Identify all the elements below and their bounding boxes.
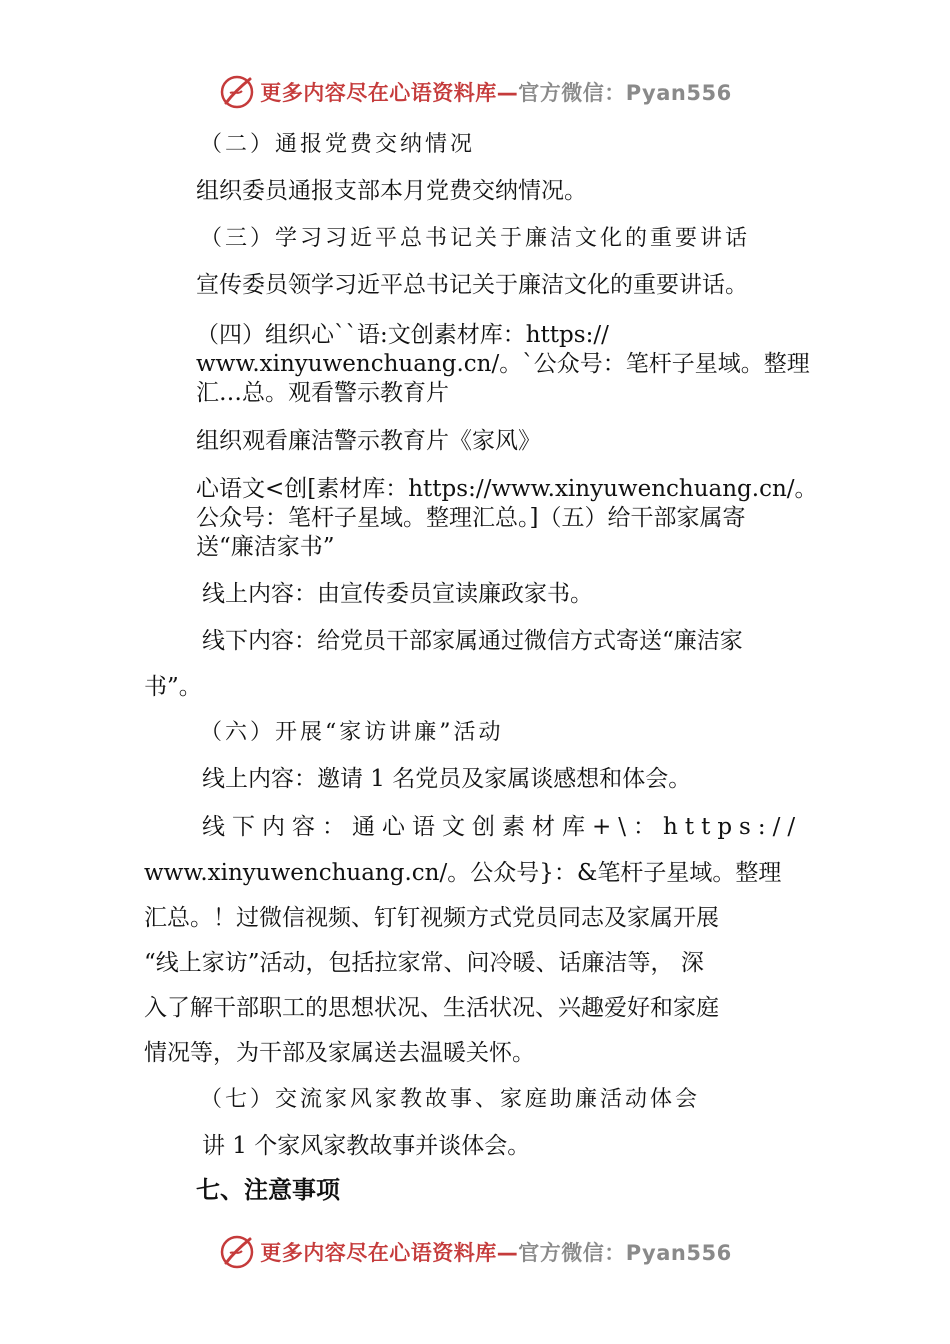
header-banner [0, 70, 950, 114]
paragraph: 宣传委员领学习近平总书记关于廉洁文化的重要讲话。 [196, 272, 748, 298]
paragraph: 情况等，为干部及家属送去温暖关怀。 [144, 1040, 535, 1066]
paragraph: www.xinyuwenchuang.cn/。`公众号：笔杆子星域。整理 [196, 351, 810, 377]
paragraph: （四）组织心``语:文创素材库：https:// [196, 322, 609, 348]
brush-logo-icon [218, 1233, 256, 1271]
paragraph: 讲 1 个家风家教故事并谈体会。 [202, 1133, 531, 1159]
section-heading-6: （六）开展“家访讲廉”活动 [200, 720, 504, 745]
paragraph: 心语文<创[素材库：https://www.xinyuwenchuang.cn/。 [196, 476, 818, 502]
paragraph: “线上家访”活动，包括拉家常、问冷暖、话廉洁等， 深 [144, 950, 704, 976]
section-heading-2: （二）通报党费交纳情况 [200, 132, 476, 157]
banner-text: 更多内容尽在心语资料库—官方微信：Pyan556 [260, 1241, 732, 1265]
footer-banner [0, 1230, 950, 1274]
paragraph: 线下内容：通心语文创素材库+\：https:// [202, 814, 803, 840]
paragraph: 线上内容：由宣传委员宣读廉政家书。 [202, 581, 593, 607]
paragraph: 公众号：笔杆子星域。整理汇总。]（五）给干部家属寄 [196, 505, 746, 531]
chapter-heading: 七、注意事项 [196, 1176, 340, 1204]
paragraph: 入了解干部职工的思想状况、生活状况、兴趣爱好和家庭 [144, 995, 719, 1021]
paragraph: 组织委员通报支部本月党费交纳情况。 [196, 178, 587, 204]
paragraph: 线上内容：邀请 1 名党员及家属谈感想和体会。 [202, 766, 692, 792]
paragraph: 送“廉洁家书” [196, 534, 335, 560]
paragraph: www.xinyuwenchuang.cn/。公众号}：&笔杆子星域。整理 [144, 860, 782, 886]
section-heading-7: （七）交流家风家教故事、家庭助廉活动体会 [200, 1087, 701, 1112]
section-heading-3: （三）学习习近平总书记关于廉洁文化的重要讲话 [200, 226, 751, 251]
banner-text: 更多内容尽在心语资料库—官方微信：Pyan556 [260, 81, 732, 105]
paragraph: 书”。 [144, 674, 202, 700]
paragraph: 线下内容：给党员干部家属通过微信方式寄送“廉洁家 [202, 628, 743, 654]
brush-logo-icon [218, 73, 256, 111]
paragraph: 汇…总。观看警示教育片 [196, 380, 449, 406]
paragraph: 组织观看廉洁警示教育片《家风》 [196, 428, 541, 454]
paragraph: 汇总。！过微信视频、钉钉视频方式党员同志及家属开展 [144, 905, 719, 931]
